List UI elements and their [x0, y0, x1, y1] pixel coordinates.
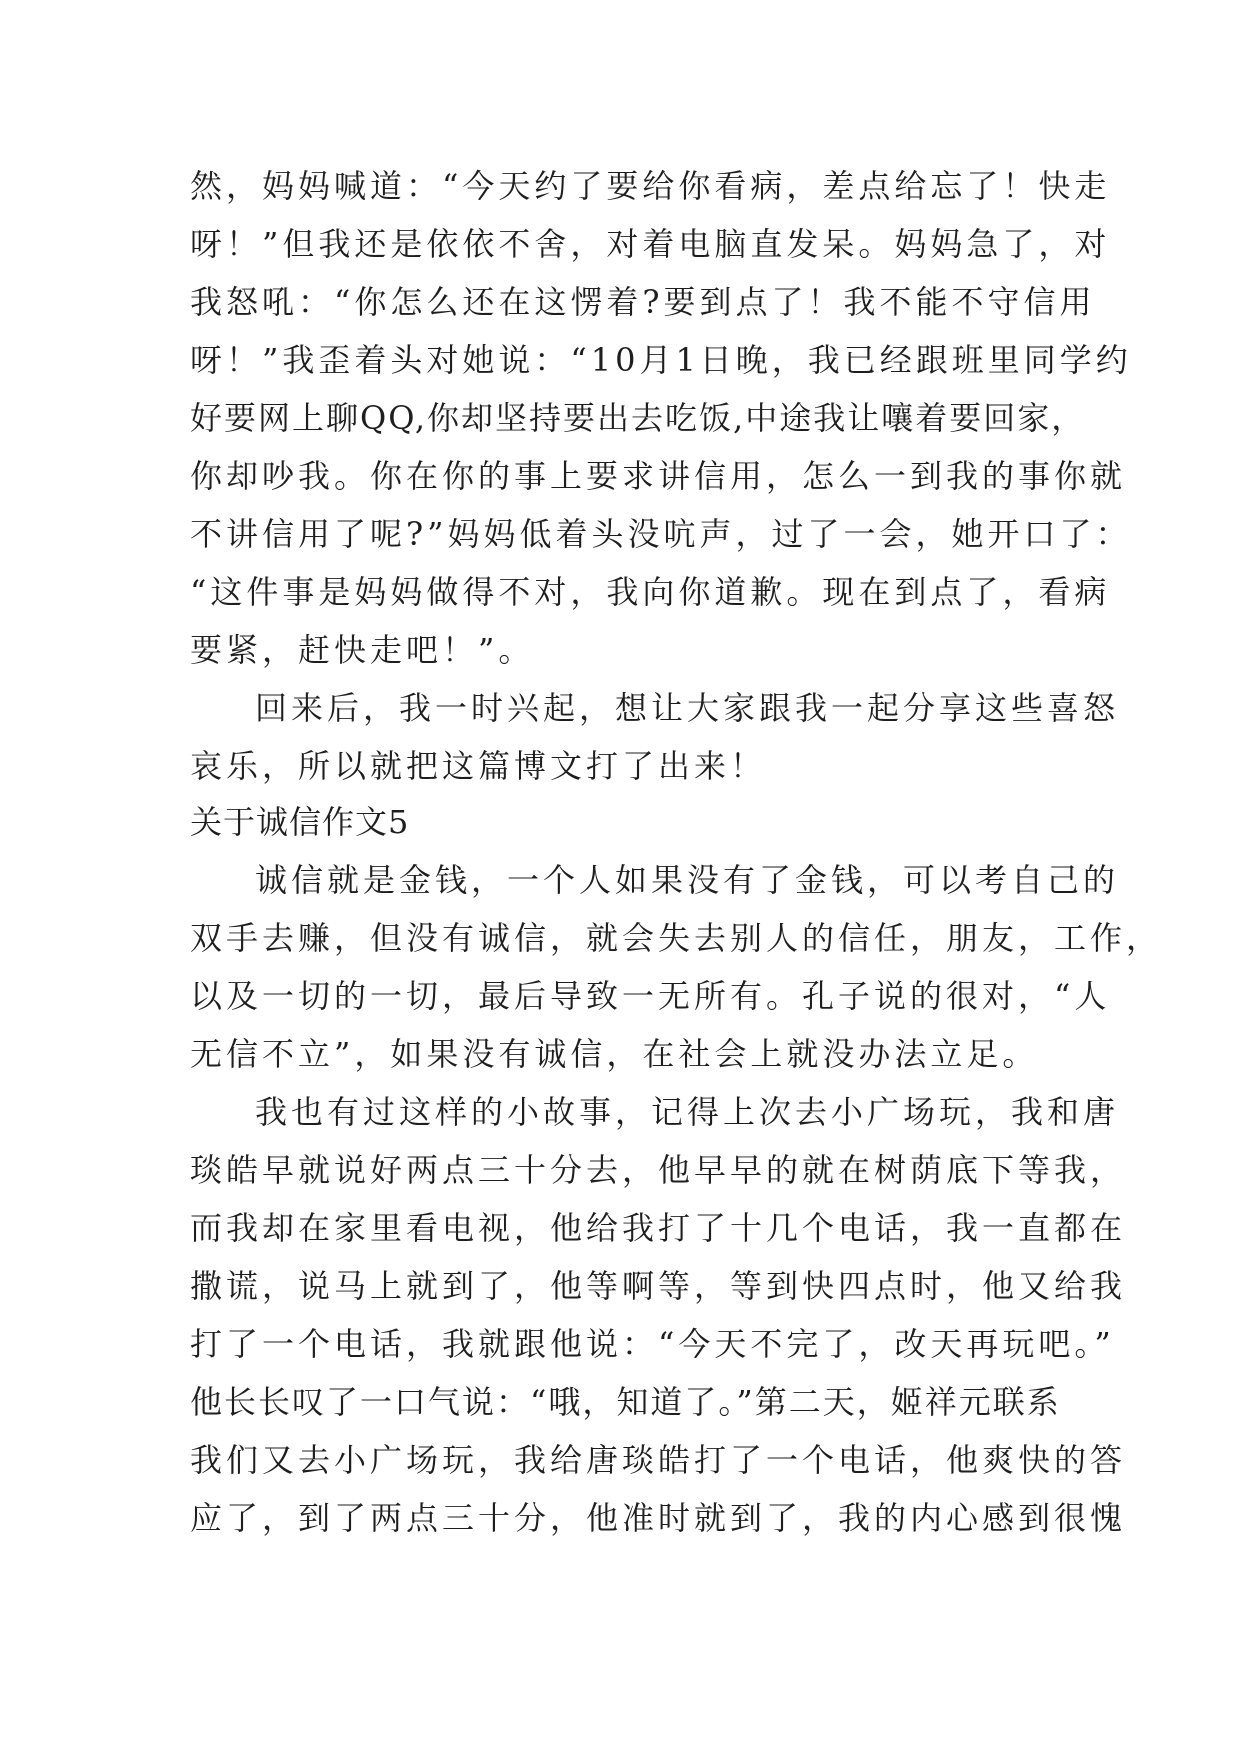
- text-line: 要紧，赶快走吧！”。: [190, 631, 535, 669]
- text-line: 他长长叹了一口气说：“哦，知道了。”第二天，姬祥元联系: [190, 1383, 1061, 1421]
- text-line: 不讲信用了呢?”妈妈低着头没吭声，过了一会，她开口了：: [190, 515, 1132, 553]
- text-line: 琰皓早就说好两点三十分去，他早早的就在树荫底下等我，: [190, 1151, 1127, 1189]
- text-line: “这件事是妈妈做得不对，我向你道歉。现在到点了，看病: [190, 573, 1111, 611]
- text-line: 以及一切的一切，最后导致一无所有。孔子说的很对，“人: [190, 977, 1111, 1015]
- section-heading: 关于诚信作文5: [190, 803, 410, 841]
- text-line: 然，妈妈喊道：“今天约了要给你看病，差点给忘了！快走: [190, 167, 1111, 205]
- text-line: 哀乐，所以就把这篇博文打了出来！: [190, 747, 767, 785]
- text-line: 好要网上聊QQ,你却坚持要出去吃饭,中途我让嚷着要回家，: [190, 399, 1086, 437]
- text-line: 呀！”但我还是依依不舍，对着电脑直发呆。妈妈急了，对: [190, 225, 1111, 263]
- paragraph-first-line: 回来后，我一时兴起，想让大家跟我一起分享这些喜怒: [255, 689, 1120, 727]
- text-line: 打了一个电话，我就跟他说：“今天不完了，改天再玩吧。”: [190, 1325, 1115, 1363]
- text-line: 无信不立”，如果没有诚信，在社会上就没办法立足。: [190, 1035, 1039, 1073]
- text-line: 双手去赚，但没有诚信，就会失去别人的信任，朋友，工作，: [190, 919, 1163, 957]
- text-line: 而我却在家里看电视，他给我打了十几个电话，我一直都在: [190, 1209, 1127, 1247]
- text-line: 我们又去小广场玩，我给唐琰皓打了一个电话，他爽快的答: [190, 1441, 1127, 1479]
- text-line: 你却吵我。你在你的事上要求讲信用，怎么一到我的事你就: [190, 457, 1127, 495]
- paragraph-first-line: 我也有过这样的小故事，记得上次去小广场玩，我和唐: [255, 1093, 1120, 1131]
- text-line: 我怒吼：“你怎么还在这愣着?要到点了！我不能不守信用: [190, 283, 1096, 321]
- text-line: 撒谎，说马上就到了，他等啊等，等到快四点时，他又给我: [190, 1267, 1127, 1305]
- text-line: 应了，到了两点三十分，他准时就到了，我的内心感到很愧: [190, 1499, 1127, 1537]
- text-line: 呀！”我歪着头对她说：“10月1日晚，我已经跟班里同学约: [190, 341, 1132, 379]
- paragraph-first-line: 诚信就是金钱，一个人如果没有了金钱，可以考自己的: [255, 861, 1120, 899]
